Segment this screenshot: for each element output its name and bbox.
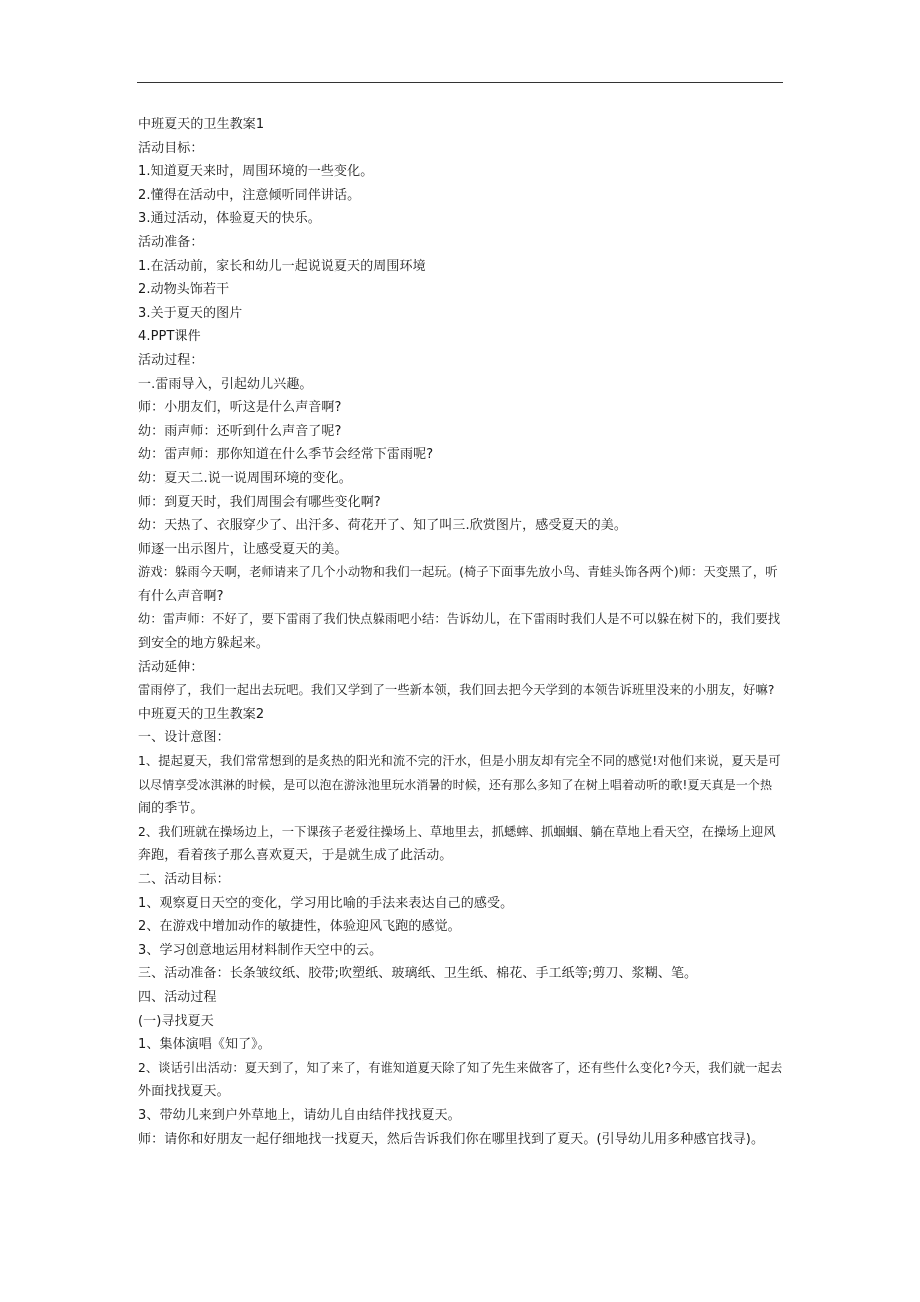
text-line: 2、在游戏中增加动作的敏捷性，体验迎风飞跑的感觉。 — [138, 919, 461, 935]
text-line: 游戏：躲雨今天啊，老师请来了几个小动物和我们一起玩。(椅子下面事先放小鸟、青蛙头饰各两个)师：天变黑了，听 — [138, 565, 778, 580]
text-line: 师：小朋友们，听这是什么声音啊? — [138, 400, 342, 416]
text-line: 以尽情享受冰淇淋的时候，是可以泡在游泳池里玩水消暑的时候，还有那么多知了在树上唱着动听的歌!夏天真是一个热 — [138, 777, 773, 792]
text-line: 活动过程： — [138, 352, 204, 368]
text-line: 幼：雨声师：还听到什么声音了呢? — [138, 423, 342, 439]
text-line: 1、集体演唱《知了》。 — [138, 1037, 271, 1053]
text-line: 幼：天热了、衣服穿少了、出汗多、荷花开了、知了叫三.欣赏图片，感受夏天的美。 — [138, 518, 627, 534]
text-line: 二、活动目标： — [138, 872, 230, 887]
text-line: 三、活动准备：长条皱纹纸、胶带;吹塑纸、玻璃纸、卫生纸、棉花、手工纸等;剪刀、浆糊、笔。 — [138, 966, 698, 982]
text-line: 到安全的地方躲起来。 — [138, 636, 270, 652]
text-line: 1.在活动前，家长和幼儿一起说说夏天的周围环境 — [138, 258, 426, 274]
text-line: 1、提起夏天，我们常常想到的是炙热的阳光和流不完的汗水，但是小朋友却有完全不同的感觉!对他们来说，夏天是可 — [138, 754, 781, 769]
text-line: 幼：夏天二.说一说周围环境的变化。 — [138, 470, 352, 486]
document-body — [138, 113, 783, 1151]
text-line: 闹的季节。 — [138, 801, 204, 817]
text-line: 幼：雷声师：那你知道在什么季节会经常下雷雨呢? — [138, 447, 434, 463]
text-line: 3.关于夏天的图片 — [138, 305, 243, 321]
text-line: 师：到夏天时，我们周围会有哪些变化啊? — [138, 494, 381, 510]
text-line: 一.雷雨导入，引起幼儿兴趣。 — [138, 376, 313, 392]
text-line: (一)寻找夏天 — [138, 1013, 214, 1029]
header-rule — [137, 82, 783, 83]
text-line: 3、学习创意地运用材料制作天空中的云。 — [138, 942, 383, 958]
text-line: 奔跑，看着孩子那么喜欢夏天，于是就生成了此活动。 — [138, 848, 453, 864]
text-line: 活动准备： — [138, 234, 204, 250]
text-line: 2、我们班就在操场边上，一下课孩子老爱往操场上、草地里去，抓蟋蟀、抓蝈蝈、躺在草地上看天空，在操场上迎风 — [138, 824, 776, 839]
text-line: 幼：雷声师：不好了，要下雷雨了我们快点躲雨吧小结：告诉幼儿，在下雷雨时我们人是不可以躲在树下的，我们要找 — [138, 612, 781, 627]
text-line: 2.懂得在活动中，注意倾听同伴讲话。 — [138, 187, 361, 203]
text-line: 雷雨停了，我们一起出去玩吧。我们又学到了一些新本领，我们回去把今天学到的本领告诉班里没来的小朋友，好嘛? — [138, 683, 775, 698]
text-line: 外面找找夏天。 — [138, 1084, 230, 1100]
text-line: 中班夏天的卫生教案2 — [138, 706, 265, 722]
text-line: 四、活动过程 — [138, 989, 217, 1005]
text-line: 一、设计意图： — [138, 730, 230, 746]
text-line: 1、观察夏日天空的变化，学习用比喻的手法来表达自己的感受。 — [138, 895, 514, 911]
text-line: 师逐一出示图片，让感受夏天的美。 — [138, 541, 348, 557]
text-line: 有什么声音啊? — [138, 588, 224, 604]
text-line: 2、谈话引出活动：夏天到了，知了来了，有谁知道夏天除了知了先生来做客了，还有些什么变化?今天，我们就一起去 — [138, 1060, 783, 1075]
text-line: 2.动物头饰若干 — [138, 282, 230, 298]
text-line: 活动目标： — [138, 140, 204, 156]
text-line: 1.知道夏天来时，周围环境的一些变化。 — [138, 164, 374, 180]
text-line: 4.PPT课件 — [138, 329, 201, 345]
text-line: 3.通过活动，体验夏天的快乐。 — [138, 211, 321, 227]
text-line: 活动延伸： — [138, 659, 204, 675]
text-line: 中班夏天的卫生教案1 — [138, 117, 265, 132]
text-line: 3、带幼儿来到户外草地上，请幼儿自由结伴找找夏天。 — [138, 1107, 461, 1123]
text-line: 师：请你和好朋友一起仔细地找一找夏天，然后告诉我们你在哪里找到了夏天。(引导幼儿用多种感官找寻)。 — [138, 1131, 765, 1147]
